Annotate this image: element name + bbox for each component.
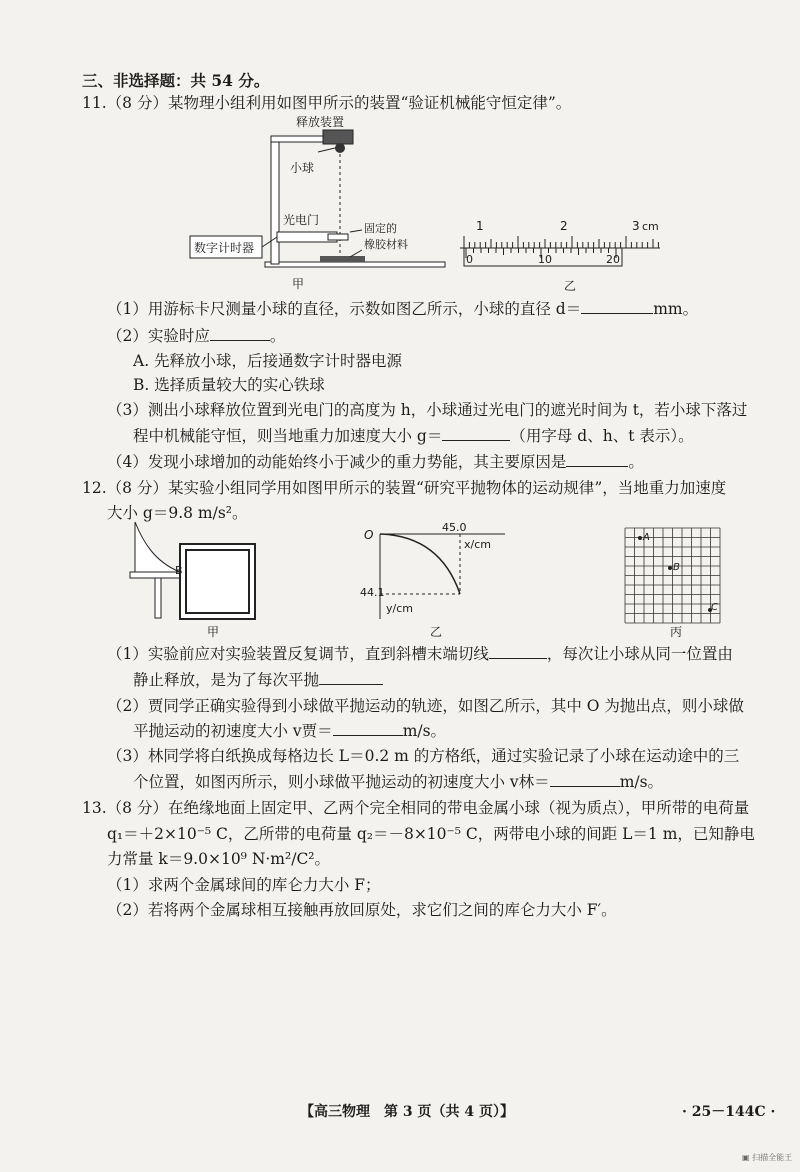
x-axis-label: x/cm xyxy=(464,538,491,551)
q12-figure-bing xyxy=(625,528,725,640)
q12-answer-3[interactable] xyxy=(550,771,620,787)
q11-stem: 11.（8 分）某物理小组利用如图甲所示的装置“验证机械能守恒定律”。 xyxy=(82,94,572,112)
grid-lines xyxy=(625,528,720,623)
label-release: 释放装置 xyxy=(296,115,345,129)
label-b-jia: B xyxy=(175,564,183,577)
q12-answer-2[interactable] xyxy=(333,720,403,736)
q13-part2: （2）若将两个金属球相互接触再放回原处，求它们之间的库仑力大小 F′。 xyxy=(107,901,617,919)
main-tick-label-1: 1 xyxy=(476,219,484,233)
q13-line3: 力常量 k＝9.0×10⁹ N·m²/C²。 xyxy=(107,850,331,868)
q12-stem-line2: 大小 g＝9.8 m/s²。 xyxy=(107,504,248,522)
q12-answer-1b[interactable] xyxy=(319,669,383,685)
q11-answer-2[interactable] xyxy=(210,325,270,341)
label-ball: 小球 xyxy=(290,161,315,175)
q11-option-a: A. 先释放小球，后接通数字计时器电源 xyxy=(133,352,403,370)
point-a-dot xyxy=(638,536,642,540)
caption-jia-11: 甲 xyxy=(292,277,305,291)
y-value-label: 44.1 xyxy=(360,586,385,599)
section-title: 三、非选择题：共 54 分。 xyxy=(82,71,270,90)
origin-label: O xyxy=(364,528,374,542)
scanner-watermark: ▣ 扫描全能王 xyxy=(742,1153,793,1162)
rubber-pad xyxy=(320,256,365,262)
q12-part1-line1: （1）实验前应对实验装置反复调节，直到斜槽末端切线 ，每次让小球从同一位置由 xyxy=(107,645,733,663)
q11-figure-yi xyxy=(460,218,670,308)
q12-figure-yi xyxy=(360,521,510,642)
q12-part2-line1: （2）贾同学正确实验得到小球做平抛运动的轨迹，如图乙所示，其中 O 为抛出点，则小球做 xyxy=(107,697,744,715)
point-a-label: A xyxy=(643,532,650,543)
q11-answer-3[interactable] xyxy=(442,425,510,441)
q11-part4: （4）发现小球增加的动能始终小于减少的重力势能，其主要原因是 。 xyxy=(107,453,644,471)
q11-part3-line2: 程中机械能守恒，则当地重力加速度大小 g＝ （用字母 d、h、t 表示）。 xyxy=(133,427,694,445)
main-tick-label-2: 2 xyxy=(560,219,568,233)
ball xyxy=(335,143,345,153)
trajectory xyxy=(380,534,460,594)
point-b-dot xyxy=(668,566,672,570)
y-axis-label: y/cm xyxy=(386,602,413,615)
q11-part3-line1: （3）测出小球释放位置到光电门的高度为 h，小球通过光电门的遮光时间为 t，若小球下落过 xyxy=(107,401,748,419)
q12-figure-jia xyxy=(125,522,265,642)
q12-part3-line1: （3）林同学将白纸换成每格边长 L＝0.2 m 的方格纸，通过实验记录了小球在运动途中的三 xyxy=(107,747,740,765)
q13-part1: （1）求两个金属球间的库仑力大小 F； xyxy=(107,876,381,894)
point-c-label: C xyxy=(711,602,718,613)
q13-line1: 13.（8 分）在绝缘地面上固定甲、乙两个完全相同的带电金属小球（视为质点），甲所带的电荷量 xyxy=(82,799,750,817)
q11-answer-4[interactable] xyxy=(566,451,628,467)
x-value-label: 45.0 xyxy=(442,521,467,534)
q12-answer-1[interactable] xyxy=(489,643,547,659)
stand-base xyxy=(265,262,445,267)
label-gate: 光电门 xyxy=(283,213,320,227)
vernier-label-0: 0 xyxy=(466,253,473,266)
q11-figure-jia xyxy=(180,112,460,292)
q11-option-b: B. 选择质量较大的实心铁球 xyxy=(133,376,325,394)
q11-part2: （2）实验时应 。 xyxy=(107,327,286,345)
main-unit: cm xyxy=(642,220,659,233)
main-tick-label-3: 3 xyxy=(632,219,640,233)
vernier-label-20: 20 xyxy=(606,253,620,266)
label-timer: 数字计时器 xyxy=(194,241,255,255)
label-rubber1: 固定的 xyxy=(364,222,397,235)
caption-yi-11: 乙 xyxy=(564,279,577,293)
board-outer xyxy=(180,544,255,619)
caption-jia-12: 甲 xyxy=(207,625,220,639)
q11-part1: （1）用游标卡尺测量小球的直径，示数如图乙所示，小球的直径 d＝ mm。 xyxy=(107,300,699,318)
main-scale-ticks xyxy=(464,236,658,248)
q12-part2-line2: 平抛运动的初速度大小 v贾＝ m/s。 xyxy=(133,722,447,740)
vernier-label-10: 10 xyxy=(538,253,552,266)
chute xyxy=(135,522,180,572)
point-b-label: B xyxy=(673,562,680,573)
stand-pole xyxy=(271,136,279,264)
caption-bing-12: 丙 xyxy=(670,625,683,639)
q12-stem-line1: 12.（8 分）某实验小组同学用如图甲所示的装置“研究平抛物体的运动规律”，当地重力加速度 xyxy=(82,479,727,497)
caption-yi-12: 乙 xyxy=(430,625,443,639)
table-leg xyxy=(155,578,161,618)
footer-code: · 25－144C · xyxy=(682,1104,776,1120)
q12-part1-line2: 静止释放，是为了每次平抛 xyxy=(133,669,383,691)
label-rubber2: 橡胶材料 xyxy=(364,238,408,251)
scanner-logo-icon: ▣ xyxy=(742,1153,750,1162)
q12-part3-line2: 个位置，如图丙所示，则小球做平抛运动的初速度大小 v林＝ m/s。 xyxy=(133,773,664,791)
footer-page-info: 【高三物理 第 3 页（共 4 页）】 xyxy=(300,1104,514,1120)
q13-line2: q₁＝＋2×10⁻⁵ C，乙所带的电荷量 q₂＝－8×10⁻⁵ C，两带电小球的间距 L＝1 m，已知静电 xyxy=(107,825,755,843)
release-device xyxy=(323,130,353,144)
q11-answer-1[interactable] xyxy=(581,298,653,314)
